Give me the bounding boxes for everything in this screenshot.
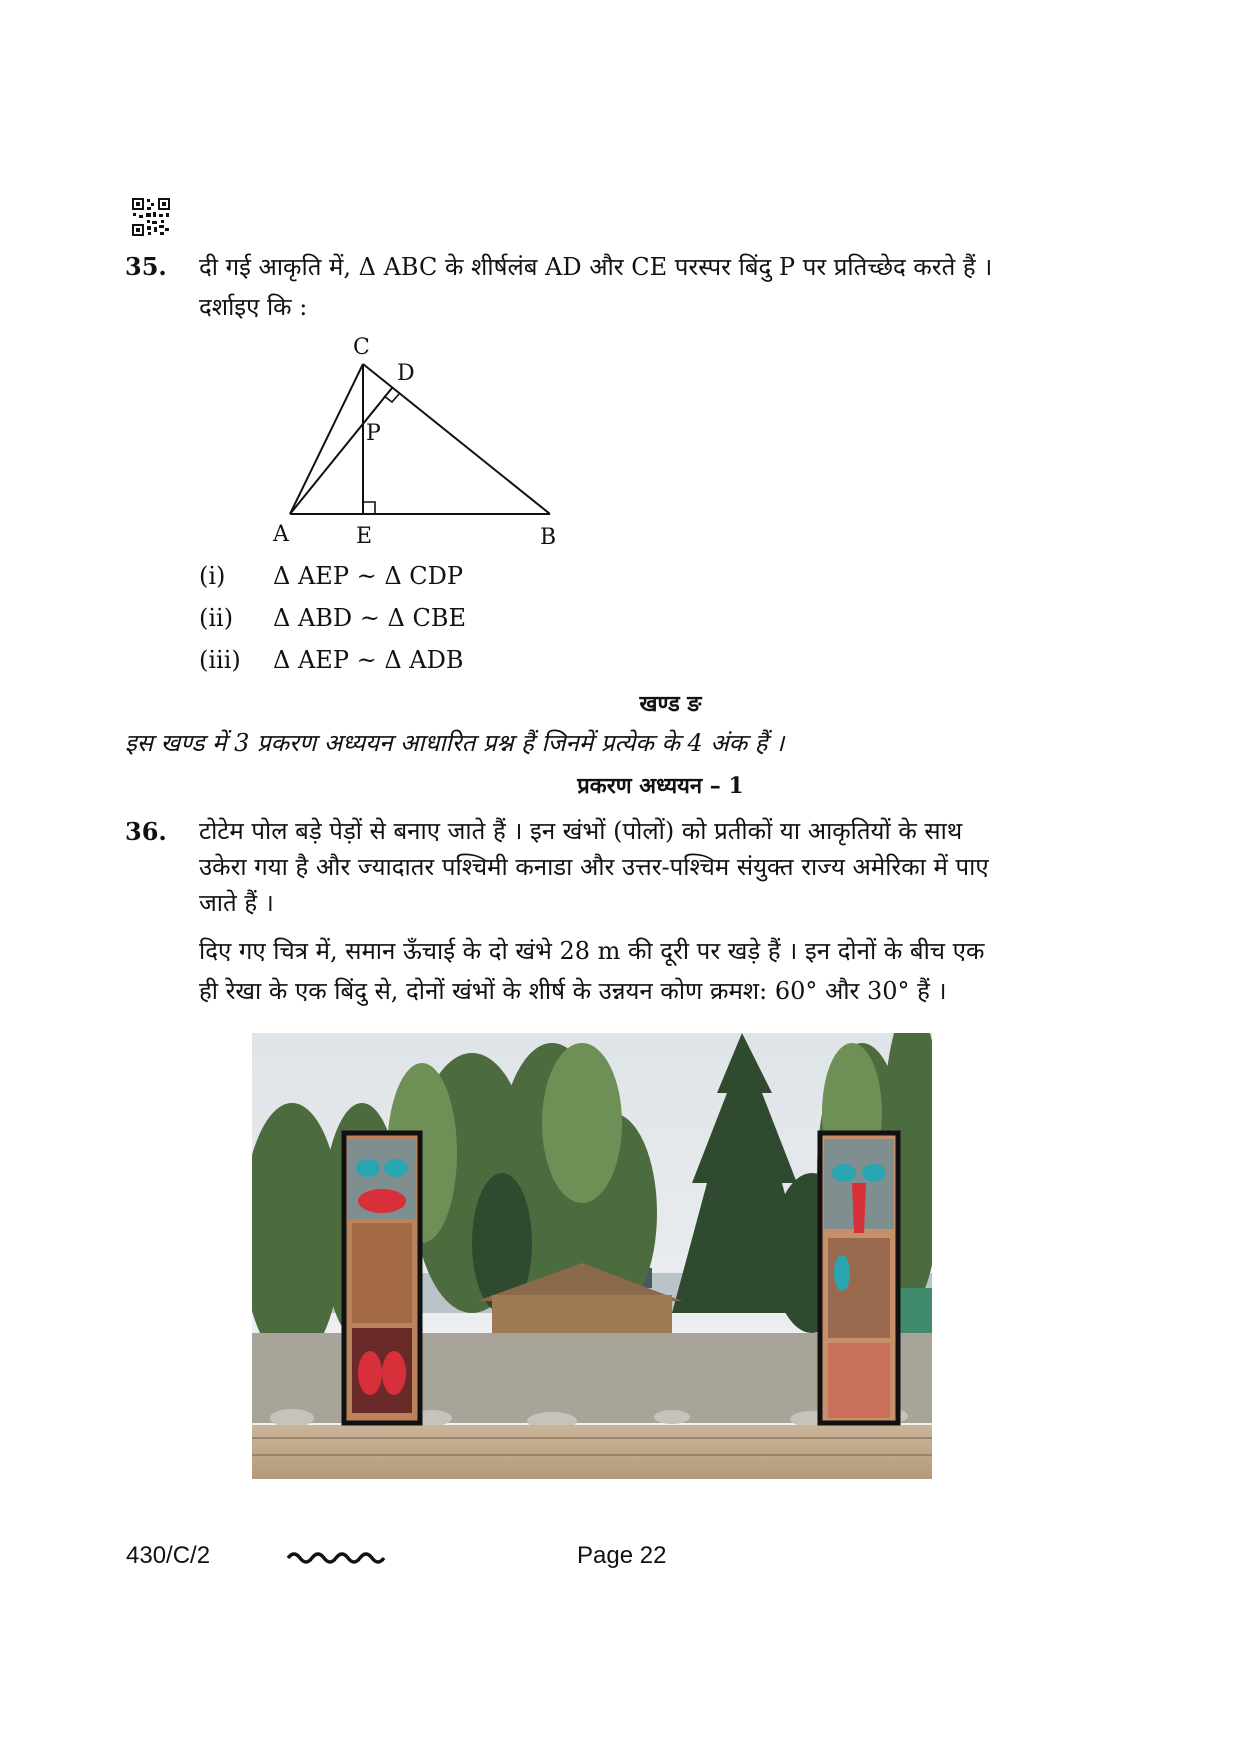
qr-code-icon bbox=[131, 197, 171, 237]
right-totem-pole bbox=[820, 1133, 898, 1423]
case-study-title: प्रकरण अध्ययन – 1 bbox=[577, 773, 744, 799]
question-36-para-1-line-1: टोटेम पोल बड़े पेड़ों से बनाए जाते हैं । इन खंभों (पोलों) को प्रतीकों या आकृतियों के साथ bbox=[199, 817, 963, 845]
part-label-i: (i) bbox=[199, 562, 226, 590]
question-number-36: 36. bbox=[125, 817, 167, 846]
section-instruction: इस खण्ड में 3 प्रकरण अध्ययन आधारित प्रश्न हैं जिनमें प्रत्येक के 4 अंक हैं । bbox=[125, 729, 785, 757]
part-text-ii: Δ ABD ~ Δ CBE bbox=[273, 604, 467, 632]
part-text-iii: Δ AEP ~ Δ ADB bbox=[273, 646, 464, 674]
side-cb bbox=[363, 364, 550, 514]
question-35-line-2: दर्शाइए कि : bbox=[199, 293, 308, 321]
question-36-para-1-line-3: जाते हैं । bbox=[199, 889, 274, 917]
question-36-para-2-line-1: दिए गए चित्र में, समान ऊँचाई के दो खंभे 28 m की दूरी पर खड़े हैं । इन दोनों के बीच एक bbox=[199, 937, 985, 965]
left-totem-pole bbox=[344, 1133, 420, 1423]
totem-poles-photo bbox=[252, 1033, 932, 1479]
part-label-iii: (iii) bbox=[199, 646, 241, 674]
triangle-abc-figure bbox=[270, 330, 590, 560]
page-number: Page 22 bbox=[577, 1542, 667, 1569]
point-label-e: E bbox=[356, 524, 373, 549]
vertex-label-b: B bbox=[540, 525, 557, 550]
vertex-label-c: C bbox=[353, 335, 370, 360]
wavy-separator-icon bbox=[286, 1546, 386, 1566]
part-text-i: Δ AEP ~ Δ CDP bbox=[273, 562, 464, 590]
question-35-line-1: दी गई आकृति में, Δ ABC के शीर्षलंब AD और CE परस्पर बिंदु P पर प्रतिच्छेद करते हैं । bbox=[199, 253, 993, 281]
side-ac bbox=[290, 364, 363, 514]
paper-code: 430/C/2 bbox=[126, 1542, 211, 1569]
point-label-p: P bbox=[366, 421, 381, 446]
right-angle-e bbox=[363, 502, 375, 514]
section-title: खण्ड ङ bbox=[639, 691, 702, 717]
vertex-label-a: A bbox=[273, 522, 289, 547]
part-label-ii: (ii) bbox=[199, 604, 234, 632]
altitude-ad bbox=[290, 388, 392, 514]
question-36-para-2-line-2: ही रेखा के एक बिंदु से, दोनों खंभों के शीर्ष के उन्नयन कोण क्रमश: 60° और 30° हैं । bbox=[199, 977, 947, 1005]
question-number-35: 35. bbox=[125, 252, 167, 281]
question-36-para-1-line-2: उकेरा गया है और ज्यादातर पश्चिमी कनाडा और उत्तर-पश्चिम संयुक्त राज्य अमेरिका में पाए bbox=[199, 853, 989, 881]
vertex-label-d: D bbox=[397, 361, 415, 386]
